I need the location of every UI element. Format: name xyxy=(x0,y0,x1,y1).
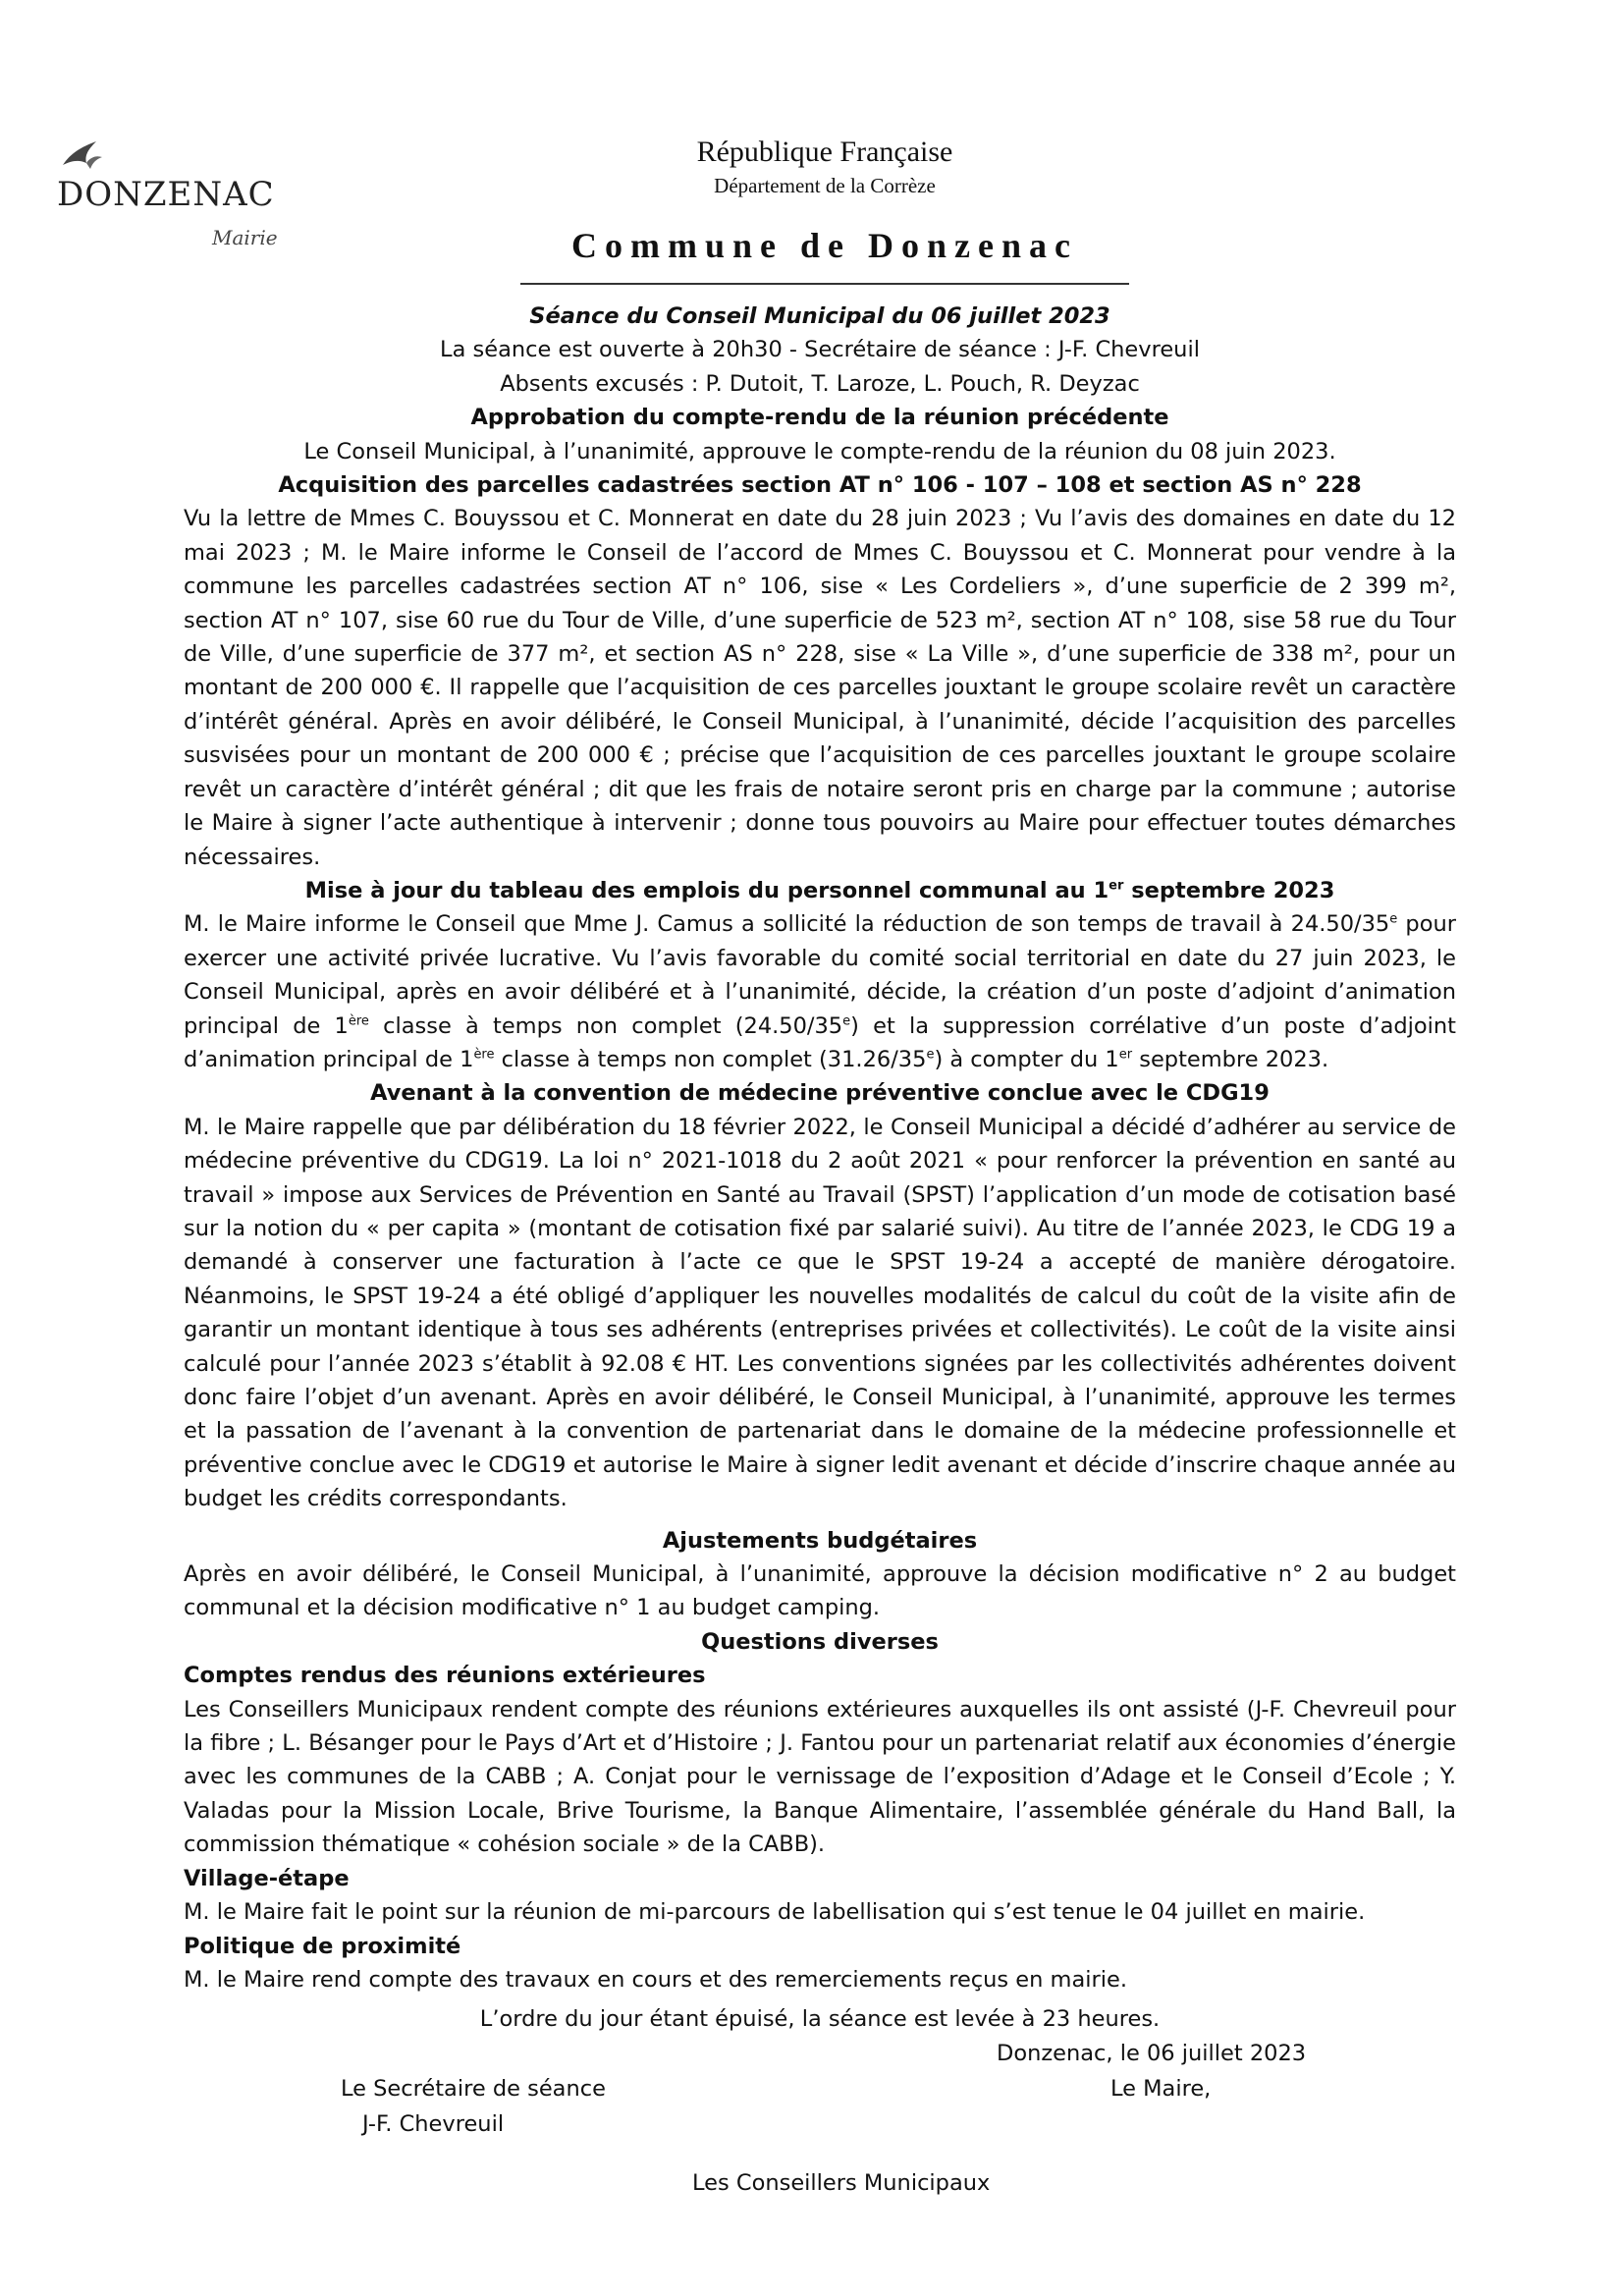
logo-subtitle: Mairie xyxy=(212,226,278,249)
cloture-text: L’ordre du jour étant épuisé, la séance est levée à 23 heures. xyxy=(479,2006,1161,2033)
bird-logo-icon xyxy=(57,136,106,179)
proximite-title: Politique de proximité xyxy=(184,1933,461,1959)
secretaire-name: J-F. Chevreuil xyxy=(362,2110,505,2137)
emplois-title-part: Mise à jour du tableau des emplois du personnel communal au 1 xyxy=(304,877,1109,903)
comptes-text: Les Conseillers Municipaux rendent compte des réunions extérieures auxquelles ils ont assisté (J-F. Chevreuil pour la fibre ; L. Bésanger pour le Pays d’Art et d’Histoire ; J. Fantou pour un partenariat relatif aux économies d’énergie avec les communes de la CABB ; A. Conjat pour le vernissage de l’exposition d’Adage et le Conseil d’Ecole ; Y. Valadas pour la Mission Locale, Brive Tourisme, la Banque Alimentaire, l’assemblée générale du Hand Ball, la commission thématique « cohésion sociale » de la CABB). xyxy=(184,1696,1456,1858)
acquisition-title: Acquisition des parcelles cadastrées section AT n° 106 - 107 – 108 et section AS n° 228 xyxy=(278,472,1362,499)
seance-title: Séance du Conseil Municipal du 06 juillet 2023 xyxy=(529,303,1110,329)
emplois-text xyxy=(184,907,1456,1076)
emplois-title-sup: er xyxy=(1109,878,1124,894)
budget-text: Après en avoir délibéré, le Conseil Municipal, à l’unanimité, approuve la décision modificative n° 2 au budget communal et la décision modificative n° 1 au budget camping. xyxy=(184,1561,1456,1621)
superscript: e xyxy=(842,1013,851,1029)
emplois-text-part: pour exercer une activité privée lucrative. Vu l’avis favorable du comité social territorial en date du 27 juin 2023, le Conseil Municipal, après en avoir délibéré et à l’unanimité, décide, la création d’un poste d’adjoint d’animation principal de 1 xyxy=(184,911,1456,1039)
approbation-text: Le Conseil Municipal, à l’unanimité, approuve le compte-rendu de la réunion du 08 juin 2023. xyxy=(303,438,1336,465)
emplois-text-part: classe à temps non complet (31.26/35 xyxy=(494,1046,927,1072)
emplois-title xyxy=(184,874,1456,907)
signature-block xyxy=(184,2037,1456,2233)
avenant-title: Avenant à la convention de médecine préventive conclue avec le CDG19 xyxy=(370,1080,1270,1107)
emplois-text-part: septembre 2023. xyxy=(1132,1046,1329,1072)
superscript: ère xyxy=(348,1013,369,1029)
emplois-text-part: ) à compter du 1 xyxy=(934,1046,1119,1072)
minutes-body xyxy=(184,300,1456,2233)
donzenac-logo xyxy=(57,136,302,263)
comptes-title: Comptes rendus des réunions extérieures xyxy=(184,1663,706,1689)
village-text: M. le Maire fait le point sur la réunion de mi-parcours de labellisation qui s’est tenue le 04 juillet en mairie. xyxy=(184,1899,1366,1926)
maire-label: Le Maire, xyxy=(1110,2075,1212,2102)
superscript: ère xyxy=(473,1047,495,1063)
conseillers-label: Les Conseillers Municipaux xyxy=(692,2169,991,2196)
emplois-text-part: ) et la suppression corrélative d’un poste d’adjoint d’animation principal de 1 xyxy=(184,1012,1457,1072)
village-title: Village-étape xyxy=(184,1865,350,1891)
acquisition-text: Vu la lettre de Mmes C. Bouyssou et C. Monnerat en date du 28 juin 2023 ; Vu l’avis des domaines en date du 12 mai 2023 ; M. le Maire informe le Conseil de l’accord de Mmes C. Bouyssou et C. Monnerat pour vendre à la commune les parcelles cadastrées section AT n° 106, sise « Les Cordeliers », d’une superficie de 2 399 m², section AT n° 107, sise 60 rue du Tour de Ville, d’une superficie de 523 m², section AT n° 108, sise 58 rue du Tour de Ville, d’une superficie de 377 m², et section AS n° 228, sise « La Ville », d’une superficie de 338 m², pour un montant de 200 000 €. Il rappelle que l’acquisition de ces parcelles jouxtant le groupe scolaire revêt un caractère d’intérêt général. Après en avoir délibéré, le Conseil Municipal, à l’unanimité, décide l’acquisition des parcelles susvisées pour un montant de 200 000 € ; précise que l’acquisition de ces parcelles jouxtant le groupe scolaire revêt un caractère d’intérêt général ; dit que les frais de notaire seront pris en charge par la commune ; autorise le Maire à signer l’acte authentique à intervenir ; donne tous pouvoirs au Maire pour effectuer toutes démarches nécessaires. xyxy=(184,506,1456,870)
departement-label: Département de la Corrèze xyxy=(714,174,936,197)
logo-name: DONZENAC xyxy=(57,175,275,214)
seance-absents: Absents excusés : P. Dutoit, T. Laroze, L. Pouch, R. Deyzac xyxy=(500,370,1140,397)
superscript: e xyxy=(1389,911,1398,927)
proximite-text: M. le Maire rend compte des travaux en cours et des remerciements reçus en mairie. xyxy=(184,1966,1128,1993)
header-divider xyxy=(520,283,1129,285)
superscript: e xyxy=(926,1047,935,1063)
document-header xyxy=(511,134,1139,285)
emplois-title-part: septembre 2023 xyxy=(1123,877,1335,903)
emplois-text-part: M. le Maire informe le Conseil que Mme J. Camus a sollicité la réduction de son temps de travail à 24.50/35 xyxy=(184,911,1390,938)
superscript: er xyxy=(1118,1047,1133,1063)
questions-title: Questions diverses xyxy=(701,1628,939,1655)
avenant-text: M. le Maire rappelle que par délibération du 18 février 2022, le Conseil Municipal a décidé d’adhérer au service de médecine préventive du CDG19. La loi n° 2021-1018 du 2 août 2021 « pour renforcer la prévention en santé au travail » impose aux Services de Prévention en Santé au Travail (SPST) l’application d’un mode de cotisation basé sur la notion du « per capita » (montant de cotisation fixé par salarié suivi). Au titre de l’année 2023, le CDG 19 a demandé à conserver une facturation à l’acte ce que le SPST 19-24 a accepté de manière dérogatoire. Néanmoins, le SPST 19-24 a été obligé d’appliquer les nouvelles modalités de calcul du coût de la visite afin de garantir un montant identique à tous ses adhérents (entreprises privées et collectivités). Le coût de la visite ainsi calculé pour l’année 2023 s’établit à 92.08 € HT. Les conventions signées par les collectivités adhérentes doivent donc faire l’objet d’un avenant. Après en avoir délibéré, le Conseil Municipal, à l’unanimité, approuve les termes et la passation de l’avenant à la convention de partenariat dans le domaine de la médecine professionnelle et préventive conclue avec le CDG19 et autorise le Maire à signer ledit avenant et décide d’inscrire chaque année au budget les crédits correspondants. xyxy=(184,1114,1456,1512)
seance-ouverture: La séance est ouverte à 20h30 - Secrétaire de séance : J-F. Chevreuil xyxy=(440,337,1200,363)
republique-label: République Française xyxy=(696,136,953,168)
emplois-text-part: classe à temps non complet (24.50/35 xyxy=(368,1012,843,1039)
budget-title: Ajustements budgétaires xyxy=(662,1527,978,1554)
commune-title: Commune de Donzenac xyxy=(571,226,1078,265)
approbation-title: Approbation du compte-rendu de la réunion précédente xyxy=(470,405,1169,431)
secretaire-label: Le Secrétaire de séance xyxy=(341,2075,606,2102)
place-date: Donzenac, le 06 juillet 2023 xyxy=(997,2040,1307,2066)
